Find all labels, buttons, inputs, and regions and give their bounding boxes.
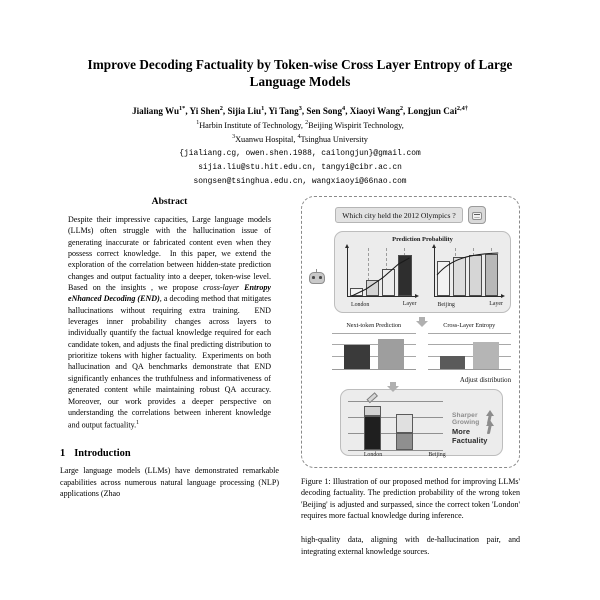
right-column bbox=[301, 196, 520, 557]
probability-charts-row bbox=[341, 245, 504, 307]
prediction-probability-panel bbox=[334, 231, 511, 313]
robot-mascot-icon bbox=[309, 269, 325, 284]
robot-face-icon bbox=[468, 206, 486, 224]
growth-line-1: Sharper Growing bbox=[452, 411, 480, 426]
chart-prediction-probability-london bbox=[341, 245, 418, 307]
panel-title: Prediction Probability bbox=[392, 236, 453, 243]
chart-cross-layer-entropy bbox=[428, 322, 512, 370]
bar-group bbox=[440, 331, 500, 369]
x-axis-label: Layer bbox=[402, 300, 417, 307]
figure-caption: Figure 1: Illustration of our proposed method for improving LLMs' decoding factuality. The prediction probability of the wrong token 'Beijing' is adjusted and surpassed, since the correct token 'London' requires more factual knowledge during inference. bbox=[301, 477, 520, 521]
affiliation-line-1: $^1$Harbin Institute of Technology, $^2$Beijing Wispirit Technology, bbox=[196, 120, 404, 130]
email-line-3: songsen@tsinghua.edu.cn, wangxiaoyi@66nao.com bbox=[193, 177, 407, 187]
segment bbox=[396, 433, 413, 450]
chart-prediction-probability-beijing bbox=[428, 245, 505, 307]
trend-curve bbox=[341, 245, 418, 307]
section-number: 1 bbox=[60, 448, 66, 460]
adjust-distribution-row bbox=[332, 377, 511, 384]
bar bbox=[344, 345, 370, 369]
stack-london bbox=[363, 406, 383, 459]
introduction-heading bbox=[60, 448, 279, 459]
stack-label: Beijing bbox=[428, 452, 446, 459]
adjust-distribution-label: Adjust distribution bbox=[459, 377, 511, 384]
page-title: Improve Decoding Factuality by Token-wise Cross Layer Entropy of Large Language Models bbox=[87, 57, 513, 89]
x-tick-label-token: London bbox=[351, 301, 370, 308]
introduction-body: Large language models (LLMs) have demonstrated remarkable capabilities across numerous natural language processing (NLP) applications (Zhao bbox=[60, 466, 279, 498]
x-axis-label: Layer bbox=[489, 300, 503, 307]
introduction-section bbox=[60, 448, 279, 499]
plot-area bbox=[428, 331, 512, 370]
middle-charts-row bbox=[332, 322, 511, 370]
pencil-icon bbox=[368, 397, 378, 407]
plot-area bbox=[332, 331, 416, 370]
chart-title: Cross-Layer Entropy bbox=[443, 322, 496, 329]
segment bbox=[364, 406, 381, 416]
two-column-body bbox=[0, 196, 600, 557]
bar bbox=[440, 356, 466, 369]
x-tick-label-token: Beijing bbox=[437, 301, 455, 308]
growth-line-2: More Factuality bbox=[452, 427, 488, 445]
abstract-heading: Abstract bbox=[151, 196, 188, 207]
affiliation-line-2: $^3$Xuanwu Hospital, $^4$Tsinghua University bbox=[232, 133, 368, 144]
email-line-1: {jialiang.cg, owen.shen.1988, cailongjun}@gmail.com bbox=[179, 148, 421, 158]
left-column bbox=[60, 196, 279, 557]
question-bubble: Which city held the 2012 Olympics ? bbox=[335, 207, 462, 223]
stack-label: London bbox=[363, 452, 383, 459]
chart-adjusted-distribution bbox=[348, 395, 446, 459]
author-list: Jialiang $Wu^{1*}$, Yi Shen$^2$, Sijia Liu$^1$, Yi Tang$^3$, Sen Song$^4$, Xiaoyi Wang$^2$, Longjun Cai$^{2,4\dagger}$ bbox=[132, 105, 468, 117]
email-line-2: sijia.liu@stu.hit.edu.cn, tangyi@cibr.ac.cn bbox=[198, 162, 402, 172]
abstract-body: Despite their impressive capacities, Large language models (LLMs) often struggle with the hallucination issue of generating inaccurate or fabricated content even when they possess correct knowledge. In this paper, we extend the exploration of the correlation between hidden-state prediction changes and output factuality into a deeper, token-wise level. Based on the insights , we propose cross-layer Entropy eNhanced Decoding (END), a decoding method that mitigates hallucinations without requiring extra training. END leverages inner probability changes across layers to individually quantify the factual knowledge required for each candidate token, and adjusts the final predicting distribution to prioritize tokens with higher factuality. Experiments on both hallucination and QA benchmarks demonstrate that END significantly enhances the truthfulness and informativeness of generated content while maintaining robust QA accuracy. Moreover, our work provides a deeper perspective on understanding the correlations between inherent knowledge and output factuality.$^1$ bbox=[68, 215, 271, 430]
trend-curve bbox=[428, 245, 505, 307]
title-block bbox=[0, 0, 600, 188]
segment bbox=[364, 416, 381, 450]
bar-group bbox=[344, 331, 404, 369]
segment bbox=[396, 414, 413, 433]
chart-next-token-prediction bbox=[332, 322, 416, 370]
bar bbox=[378, 339, 404, 369]
growth-annotation bbox=[452, 412, 495, 452]
stack-beijing bbox=[396, 414, 446, 459]
chart-title: Next-token Prediction bbox=[346, 322, 402, 329]
question-row bbox=[310, 206, 511, 224]
adjusted-distribution-panel bbox=[340, 389, 503, 459]
bar bbox=[473, 342, 499, 369]
section-title: Introduction bbox=[74, 448, 131, 460]
arrow-up-icon bbox=[485, 421, 494, 434]
right-column-body: high-quality data, aligning with de-hallucination pair, and integrating external knowledge sources. bbox=[301, 535, 520, 556]
figure-1 bbox=[301, 196, 520, 468]
